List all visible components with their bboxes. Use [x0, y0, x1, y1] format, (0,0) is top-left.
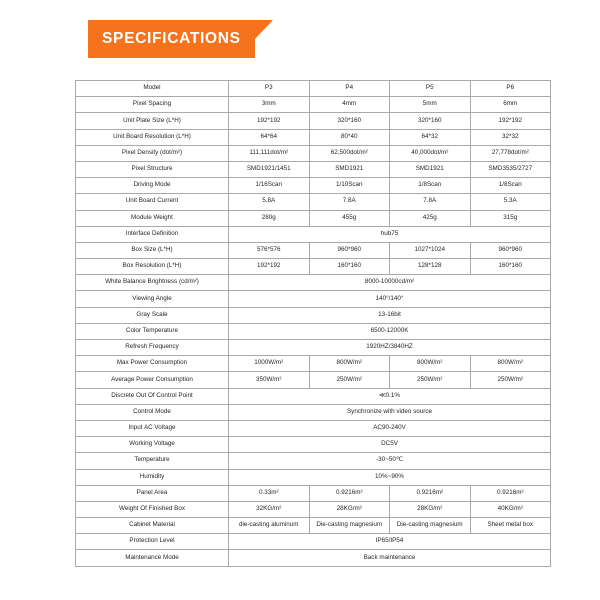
table-row — [76, 226, 551, 242]
row-value: 192*192 — [229, 113, 310, 129]
row-label: Humidity — [76, 469, 229, 485]
row-value: 800W/m² — [470, 356, 551, 372]
row-value: 6500-12000K — [229, 323, 551, 339]
row-value: ≪0.1% — [229, 388, 551, 404]
row-value: 800W/m² — [309, 356, 390, 372]
row-value: 250W/m² — [309, 372, 390, 388]
table-row — [76, 275, 551, 291]
specifications-banner — [88, 20, 273, 58]
table-row — [76, 259, 551, 275]
row-value: AC90-240V — [229, 420, 551, 436]
table-row — [76, 145, 551, 161]
table-row — [76, 550, 551, 566]
row-value: 350W/m² — [229, 372, 310, 388]
row-value: 1027*1024 — [390, 242, 471, 258]
row-value: 250W/m² — [390, 372, 471, 388]
table-row — [76, 453, 551, 469]
row-label: Gray Scale — [76, 307, 229, 323]
row-label: Pixel Structure — [76, 161, 229, 177]
row-value: 160*160 — [309, 259, 390, 275]
row-value: 320*160 — [309, 113, 390, 129]
row-value: Back maintenance — [229, 550, 551, 566]
row-label: Weight Of Finished Box — [76, 501, 229, 517]
row-label: White Balance Brightness (cd/m²) — [76, 275, 229, 291]
row-value: P3 — [229, 81, 310, 97]
row-value: 800W/m² — [390, 356, 471, 372]
row-label: Module Weight — [76, 210, 229, 226]
row-value: die-casting aluminum — [229, 518, 310, 534]
row-value: 3mm — [229, 97, 310, 113]
row-label: Working Voltage — [76, 437, 229, 453]
row-label: Input AC Voltage — [76, 420, 229, 436]
specifications-table-body — [76, 81, 551, 567]
row-label: Box Resolution (L*H) — [76, 259, 229, 275]
row-label: Unit Plate Size (L*H) — [76, 113, 229, 129]
table-row — [76, 404, 551, 420]
row-label: Control Mode — [76, 404, 229, 420]
row-label: Driving Mode — [76, 178, 229, 194]
row-label: Unit Board Resolution (L*H) — [76, 129, 229, 145]
row-value: 5mm — [390, 97, 471, 113]
row-label: Interface Definition — [76, 226, 229, 242]
row-value: 1/10Scan — [309, 178, 390, 194]
row-value: 5.8A — [229, 194, 310, 210]
table-row — [76, 129, 551, 145]
table-row — [76, 210, 551, 226]
table-row — [76, 97, 551, 113]
row-value: 5.3A — [470, 194, 551, 210]
row-value: 6mm — [470, 97, 551, 113]
row-value: 140°/140° — [229, 291, 551, 307]
row-value: 1920HZ/3840HZ — [229, 340, 551, 356]
row-value: 62,500dot/m² — [309, 145, 390, 161]
row-value: Die-casting magnesium — [390, 518, 471, 534]
row-value: 320*160 — [390, 113, 471, 129]
row-value: 28KG/m² — [309, 501, 390, 517]
row-value: SMD1921/1451 — [229, 161, 310, 177]
page-title: SPECIFICATIONS — [102, 30, 241, 47]
row-value: 4mm — [309, 97, 390, 113]
row-label: Viewing Angle — [76, 291, 229, 307]
row-value: 250W/m² — [470, 372, 551, 388]
table-row — [76, 242, 551, 258]
table-row — [76, 307, 551, 323]
row-value: 128*128 — [390, 259, 471, 275]
row-value: Die-casting magnesium — [309, 518, 390, 534]
row-value: Sheet metal box — [470, 518, 551, 534]
row-label: Unit Board Current — [76, 194, 229, 210]
row-value: Synchronize with video source — [229, 404, 551, 420]
banner-tail-shape — [255, 20, 273, 58]
row-value: SMD3535/2727 — [470, 161, 551, 177]
row-value: IP65/IP54 — [229, 534, 551, 550]
row-value: 8000-10000cd/m² — [229, 275, 551, 291]
row-value: 64*64 — [229, 129, 310, 145]
row-value: 192*192 — [470, 113, 551, 129]
row-value: 32*32 — [470, 129, 551, 145]
row-value: 111,111dot/m² — [229, 145, 310, 161]
row-value: 315g — [470, 210, 551, 226]
row-value: 960*960 — [309, 242, 390, 258]
row-label: Protection Level — [76, 534, 229, 550]
row-value: 80*40 — [309, 129, 390, 145]
row-value: 576*576 — [229, 242, 310, 258]
row-value: 960*960 — [470, 242, 551, 258]
row-value: 280g — [229, 210, 310, 226]
row-value: 10%~90% — [229, 469, 551, 485]
row-label: Maintenance Mode — [76, 550, 229, 566]
row-value: P6 — [470, 81, 551, 97]
row-value: -30~50℃ — [229, 453, 551, 469]
row-value: P5 — [390, 81, 471, 97]
table-row — [76, 388, 551, 404]
row-value: SMD1921 — [309, 161, 390, 177]
row-value: DC5V — [229, 437, 551, 453]
row-value: 40,000dot/m² — [390, 145, 471, 161]
table-row — [76, 485, 551, 501]
row-value: 7.8A — [390, 194, 471, 210]
row-value: 0.9216m² — [390, 485, 471, 501]
table-row — [76, 372, 551, 388]
row-value: 1000W/m² — [229, 356, 310, 372]
row-value: 160*160 — [470, 259, 551, 275]
row-value: SMD1921 — [390, 161, 471, 177]
row-value: 28KG/m² — [390, 501, 471, 517]
specifications-table-wrapper — [75, 80, 533, 567]
row-value: 13-16bit — [229, 307, 551, 323]
row-value: 0.33m² — [229, 485, 310, 501]
table-row — [76, 340, 551, 356]
row-value: 455g — [309, 210, 390, 226]
row-value: 0.9216m² — [470, 485, 551, 501]
row-value: 27,778dot/m² — [470, 145, 551, 161]
row-value: 7.8A — [309, 194, 390, 210]
row-value: 192*192 — [229, 259, 310, 275]
row-value: 1/8Scan — [390, 178, 471, 194]
table-row — [76, 323, 551, 339]
row-value: 0.9216m² — [309, 485, 390, 501]
row-label: Temperature — [76, 453, 229, 469]
row-label: Pixel Spacing — [76, 97, 229, 113]
row-value: 425g — [390, 210, 471, 226]
row-value: 40KG/m² — [470, 501, 551, 517]
row-label: Cabinet Material — [76, 518, 229, 534]
row-label: Pixel Density (dot/m²) — [76, 145, 229, 161]
table-row — [76, 469, 551, 485]
table-row — [76, 291, 551, 307]
specifications-table — [75, 80, 551, 567]
row-value: 1/16Scan — [229, 178, 310, 194]
table-row — [76, 518, 551, 534]
table-row — [76, 420, 551, 436]
row-label: Max Power Consumption — [76, 356, 229, 372]
row-value: 1/8Scan — [470, 178, 551, 194]
table-row — [76, 113, 551, 129]
row-label: Discrete Out Of Control Point — [76, 388, 229, 404]
banner-body — [88, 20, 255, 58]
table-row — [76, 437, 551, 453]
table-row — [76, 534, 551, 550]
row-value: P4 — [309, 81, 390, 97]
table-row — [76, 161, 551, 177]
row-value: hub75 — [229, 226, 551, 242]
table-row — [76, 178, 551, 194]
row-label: Box Size (L*H) — [76, 242, 229, 258]
table-row — [76, 501, 551, 517]
row-label: Model — [76, 81, 229, 97]
table-row — [76, 81, 551, 97]
row-label: Color Temperature — [76, 323, 229, 339]
table-row — [76, 194, 551, 210]
row-value: 32KG/m² — [229, 501, 310, 517]
row-value: 64*32 — [390, 129, 471, 145]
table-row — [76, 356, 551, 372]
row-label: Panel Area — [76, 485, 229, 501]
row-label: Average Power Consumption — [76, 372, 229, 388]
row-label: Refresh Frequency — [76, 340, 229, 356]
